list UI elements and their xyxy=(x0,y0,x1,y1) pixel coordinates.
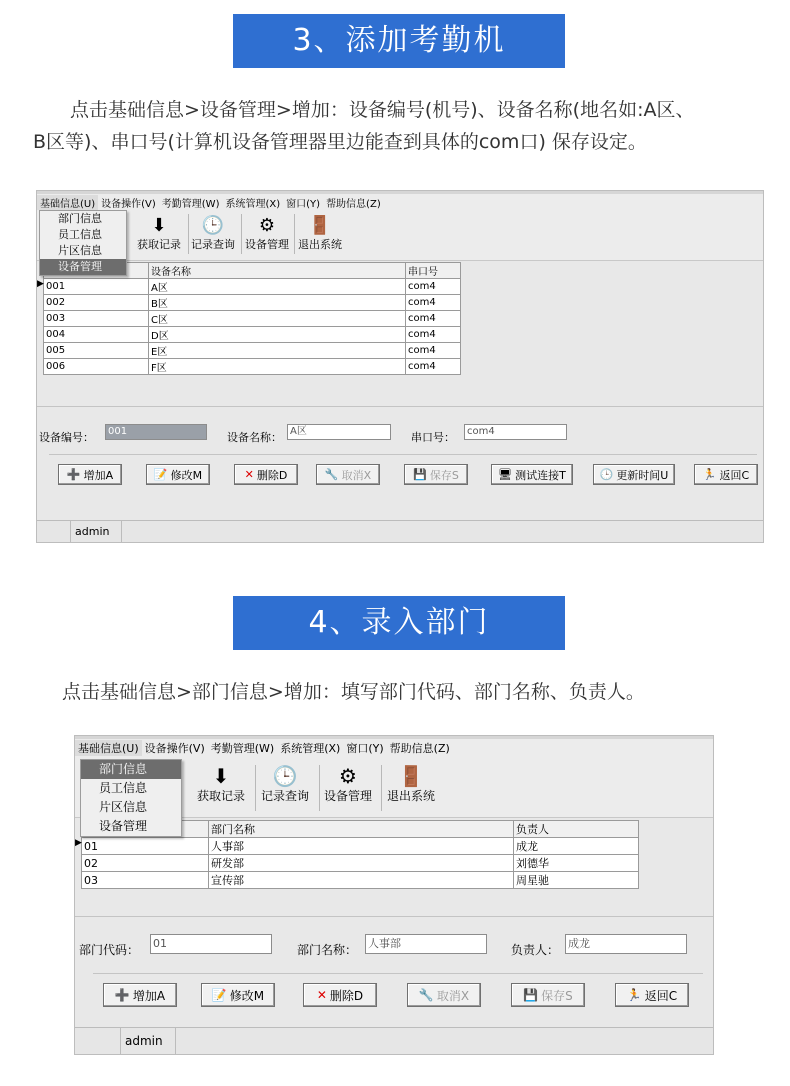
table-row[interactable]: 004 D区 com4 xyxy=(44,327,461,343)
exit-icon: 🚪 xyxy=(308,214,332,236)
back-icon: 🏃 xyxy=(702,468,717,481)
status-user: admin xyxy=(71,521,122,542)
section3-text-line2: B区等)、串口号(计算机设备管理器里边能查到具体的com口) 保存设定。 xyxy=(33,131,647,153)
query-records-icon: 🕒 xyxy=(272,764,298,788)
device-id-label: 设备编号： xyxy=(39,431,94,444)
cancel-button[interactable]: 🔧 取消X xyxy=(407,983,481,1007)
update-time-button[interactable]: 🕒 更新时间U xyxy=(593,464,675,485)
menu-device-ops[interactable]: 设备操作(V) xyxy=(101,198,156,210)
back-icon: 🏃 xyxy=(626,988,642,1002)
toolbar-fetch-records[interactable]: ⬇ 获取记录 xyxy=(197,764,246,803)
dept-window xyxy=(74,735,714,1055)
save-button[interactable]: 💾 保存S xyxy=(404,464,468,485)
cancel-button[interactable]: 🔧 取消X xyxy=(316,464,380,485)
dept-code-label: 部门代码： xyxy=(79,943,140,957)
menu-window[interactable]: 窗口(Y) xyxy=(286,198,321,210)
table-row[interactable]: 001 A区 com4 xyxy=(44,279,461,295)
table-row[interactable]: 006 F区 com4 xyxy=(44,359,461,375)
toolbar-exit[interactable]: 🚪 退出系统 xyxy=(387,764,436,803)
add-icon: ➕ xyxy=(66,468,81,481)
dept-name-field[interactable]: 人事部 xyxy=(365,934,487,954)
table-row[interactable]: 002 B区 com4 xyxy=(44,295,461,311)
device-id-field[interactable]: 001 xyxy=(105,424,207,440)
dept-code-field[interactable]: 01 xyxy=(150,934,272,954)
delete-icon: ✕ xyxy=(316,988,327,1002)
table-row[interactable]: 005 E区 com4 xyxy=(44,343,461,359)
basic-info-dropdown xyxy=(39,210,127,276)
toolbar-query-records[interactable]: 🕒 记录查询 xyxy=(261,764,310,803)
add-button[interactable]: ➕ 增加A xyxy=(58,464,122,485)
table-row[interactable]: 02 研发部 刘德华 xyxy=(82,855,639,872)
section4-banner: 4、录入部门 xyxy=(233,596,565,650)
toolbar xyxy=(37,210,763,261)
toolbar-exit[interactable]: 🚪 退出系统 xyxy=(298,214,342,251)
save-icon: 💾 xyxy=(413,468,427,481)
delete-button[interactable]: ✕ 删除D xyxy=(234,464,298,485)
dropdown-area-info[interactable]: 片区信息 xyxy=(99,800,148,814)
leader-field[interactable]: 成龙 xyxy=(565,934,687,954)
menu-window[interactable]: 窗口(Y) xyxy=(346,742,384,755)
edit-button[interactable]: 📝 修改M xyxy=(146,464,210,485)
back-button[interactable]: 🏃 返回C xyxy=(615,983,689,1007)
statusbar xyxy=(75,1027,713,1054)
dropdown-device-manage[interactable]: 设备管理 xyxy=(40,259,126,275)
back-button[interactable]: 🏃 返回C xyxy=(694,464,758,485)
test-connection-icon: 🖥 xyxy=(498,468,513,481)
delete-button[interactable]: ✕ 删除D xyxy=(303,983,377,1007)
current-row-indicator: ▶ xyxy=(75,838,82,848)
device-window xyxy=(36,190,764,543)
save-icon: 💾 xyxy=(523,988,539,1002)
device-name-label: 设备名称： xyxy=(227,431,282,444)
current-row-indicator: ▶ xyxy=(37,279,44,289)
section3-text-line1: 点击基础信息>设备管理>增加：设备编号(机号)、设备名称(地名如:A区、 xyxy=(70,99,695,121)
section4-text-line1: 点击基础信息>部门信息>增加：填写部门代码、部门名称、负责人。 xyxy=(62,681,645,703)
toolbar-fetch-records[interactable]: ⬇ 获取记录 xyxy=(137,214,181,251)
col-port[interactable]: 串口号 xyxy=(406,263,461,279)
clock-icon: 🕒 xyxy=(599,468,614,481)
status-user: admin xyxy=(121,1028,176,1054)
menu-attendance[interactable]: 考勤管理(W) xyxy=(161,198,220,210)
dropdown-employee-info[interactable]: 员工信息 xyxy=(58,228,102,241)
table-row[interactable]: 03 宣传部 周星驰 xyxy=(82,872,639,889)
table-row[interactable]: 01 人事部 成龙 xyxy=(82,838,639,855)
edit-icon: 📝 xyxy=(153,468,168,481)
device-manage-icon: ⚙ xyxy=(258,214,276,236)
menu-device-ops[interactable]: 设备操作(V) xyxy=(144,742,205,755)
statusbar xyxy=(37,520,763,542)
query-records-icon: 🕒 xyxy=(201,214,225,236)
port-label: 串口号： xyxy=(411,431,455,444)
fetch-records-icon: ⬇ xyxy=(151,214,167,236)
port-field[interactable]: com4 xyxy=(464,424,567,440)
dropdown-employee-info[interactable]: 员工信息 xyxy=(99,781,148,795)
dept-name-label: 部门名称： xyxy=(297,943,358,957)
section3-banner: 3、添加考勤机 xyxy=(233,14,565,68)
menu-system[interactable]: 系统管理(X) xyxy=(225,198,281,210)
delete-icon: ✕ xyxy=(244,468,254,481)
col-device-name[interactable]: 设备名称 xyxy=(149,263,406,279)
cancel-icon: 🔧 xyxy=(418,988,434,1002)
leader-label: 负责人： xyxy=(511,943,560,957)
dropdown-dept-info[interactable]: 部门信息 xyxy=(81,760,181,779)
menu-attendance[interactable]: 考勤管理(W) xyxy=(210,742,275,755)
add-button[interactable]: ➕ 增加A xyxy=(103,983,177,1007)
edit-button[interactable]: 📝 修改M xyxy=(201,983,275,1007)
toolbar-device-manage[interactable]: ⚙ 设备管理 xyxy=(245,214,289,251)
col-dept-name[interactable]: 部门名称 xyxy=(209,821,514,838)
menu-help[interactable]: 帮助信息(Z) xyxy=(389,742,450,755)
col-leader[interactable]: 负责人 xyxy=(514,821,639,838)
table-row[interactable]: 003 C区 com4 xyxy=(44,311,461,327)
dropdown-device-manage[interactable]: 设备管理 xyxy=(99,819,148,833)
fetch-records-icon: ⬇ xyxy=(212,764,230,788)
device-table xyxy=(43,262,461,375)
toolbar-device-manage[interactable]: ⚙ 设备管理 xyxy=(324,764,373,803)
menubar xyxy=(75,736,713,757)
add-icon: ➕ xyxy=(114,988,130,1002)
menu-help[interactable]: 帮助信息(Z) xyxy=(326,198,381,210)
device-name-field[interactable]: A区 xyxy=(287,424,391,440)
toolbar-query-records[interactable]: 🕒 记录查询 xyxy=(191,214,235,251)
menu-basic-info[interactable]: 基础信息(U) xyxy=(37,195,98,210)
edit-icon: 📝 xyxy=(211,988,227,1002)
menu-basic-info[interactable]: 基础信息(U) xyxy=(75,740,142,756)
menu-system[interactable]: 系统管理(X) xyxy=(280,742,341,755)
cancel-icon: 🔧 xyxy=(324,468,339,481)
dropdown-dept-info[interactable]: 部门信息 xyxy=(58,212,102,225)
device-manage-icon: ⚙ xyxy=(339,764,357,788)
basic-info-dropdown xyxy=(80,759,182,837)
dropdown-area-info[interactable]: 片区信息 xyxy=(58,244,102,257)
exit-icon: 🚪 xyxy=(398,764,424,788)
save-button[interactable]: 💾 保存S xyxy=(511,983,585,1007)
menubar xyxy=(37,191,763,210)
test-connection-button[interactable]: 🖥 测试连接T xyxy=(491,464,573,485)
